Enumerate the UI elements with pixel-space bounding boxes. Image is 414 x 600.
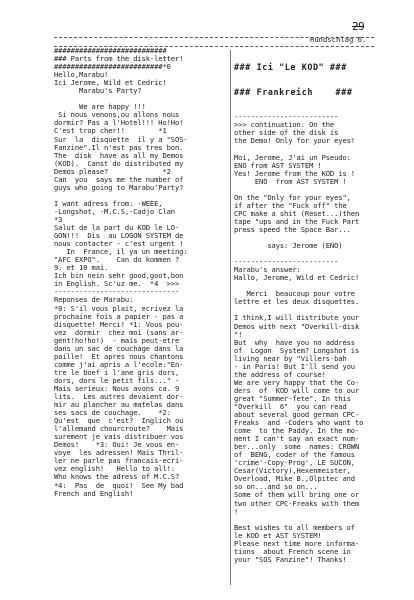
right-column — [234, 47, 384, 580]
right-column-line: lettre et les deux disquettes. — [234, 297, 360, 307]
right-column-line: press speed the Space Bar... — [234, 224, 351, 234]
left-column-line: Can you says me the number of — [54, 174, 184, 184]
left-column-line: ########################### — [54, 46, 167, 55]
right-column-line: two other CPC-Freaks with them — [234, 498, 360, 508]
left-column-line: *4: Pas de quoi! See My bad — [54, 480, 184, 490]
left-column-line: ##########################*0 — [54, 62, 171, 72]
right-column-line: ENO from AST SYSTEM ! — [234, 160, 322, 170]
right-column-line: Marabu's answer: — [234, 265, 301, 275]
right-column-line: Overload, Mike B.,Olpitec and — [234, 474, 355, 484]
left-column-line: -Longshot, -M.C.S,-Cadjo Clan — [54, 206, 175, 216]
right-column-line: le KOD et AST SYSTEM! — [234, 530, 322, 540]
right-column-line: - in Paris! But I'll send you — [234, 361, 355, 371]
right-column-line: says: Jerome (ENO) — [234, 241, 343, 251]
left-column-line: tre le boef i l'ane gris dors, — [54, 367, 180, 377]
right-column-line: ment I can't say an exact num- — [234, 434, 360, 444]
left-column — [54, 47, 231, 498]
left-column-line: GON!!! Dis au LOGON SYSTEM de — [54, 231, 184, 241]
right-column-line: Moi, Jerome, J'ai un Pseudo: — [234, 152, 351, 162]
right-column-line: On the "Only for your eyes", — [234, 192, 351, 202]
right-column-line: of BENG, coder of the famous — [234, 450, 355, 460]
left-column-line: ------------------------------ — [54, 287, 180, 297]
left-column-line: ses sacs de couchage. *2: — [54, 408, 171, 418]
left-column-line: Mais serieux: Nous avons ca. 9 — [54, 383, 180, 393]
right-column-line: Freaks and -Coders who want to — [234, 418, 364, 428]
left-column-line: Sur la disquette il y a "SOS- — [54, 134, 188, 144]
banner-line-2: ### Frankreich ### — [234, 87, 353, 98]
left-column-line: paille! Et apres nous chantons — [54, 351, 184, 361]
right-column-line: about several good german CPC- — [234, 410, 360, 420]
left-column-line: mir au plancher au matelas dans — [54, 400, 184, 410]
right-column-line: the address of course! — [234, 369, 326, 379]
left-column-line: *3 — [54, 214, 63, 224]
right-column-line: We are very happy that the Co- — [234, 377, 360, 387]
left-column-line: lits. Les autres devaient dor- — [54, 392, 184, 402]
right-column-line: Please next time more informa- — [234, 538, 360, 548]
left-column-line: Demos! *3: Oui! Je vous en- — [54, 440, 180, 450]
left-column-line: The disk have as all my Demos — [54, 150, 184, 160]
right-column-body — [234, 113, 384, 564]
left-column-line: prochaine fois a papier - pas a — [54, 311, 184, 321]
right-column-line: so on...and so on... — [234, 482, 318, 492]
right-column-line: ------------------------- — [234, 257, 339, 267]
right-column-line: Hallo, Jerome, Wild et Cedric! — [234, 273, 360, 283]
right-column-line: come to the Paddy. In the mo- — [234, 426, 360, 436]
left-column-line: Si nous venons,ou allons nous — [54, 110, 180, 120]
left-column-line: Ich bin nein sehr good,goot,bon — [54, 271, 184, 281]
right-column-line: 'crime'-Copy-Prog', LE SUCON, — [234, 458, 355, 468]
left-column-line: In France, il ya un meeting: — [54, 247, 188, 257]
right-column-line: living near by "Villers-bah — [234, 353, 347, 363]
left-column-line: gent!ho!ho!) - mais peut-etre — [54, 335, 180, 345]
left-column-line: dors, dors le petit fils..." - — [54, 375, 180, 385]
left-column-line: disquette! Merci! *1: Vous pou- — [54, 319, 184, 329]
left-column-line: voye les adressen! Mais Thril- — [54, 448, 184, 458]
left-column-line: C'est trop cher!! *1 — [54, 126, 167, 136]
banner-line-1: ### Ici "Le KOD" ### — [234, 62, 347, 73]
right-column-line: ENO from AST SYSTEM ! — [234, 176, 347, 186]
left-column-line: l'allemand chourcroute? Mais — [54, 424, 184, 434]
right-column-line: >>> continuation: On the — [234, 120, 335, 130]
left-column-line: Ici Jerome, Wild et Cedric! — [54, 78, 167, 88]
right-column-line: the Demo! Only for your eyes! — [234, 136, 355, 146]
left-column-line: We are happy !!! — [54, 102, 146, 112]
right-column-line: "! — [234, 329, 243, 339]
right-column-line: Merci beaucoup pour votre — [234, 289, 355, 299]
right-column-line: great "Summer-fete". In this — [234, 393, 351, 403]
left-column-line: Demos please? *2 — [54, 166, 171, 176]
left-column-line: Fanzine".Il n'est pas tres bon. — [54, 142, 184, 152]
left-column-line: French and English! — [54, 488, 134, 498]
left-column-line: nous contacter - c'est urgent ! — [54, 239, 184, 249]
left-column-line: I want adress from: -WEEE, — [54, 198, 163, 208]
right-column-line: CPC make a shit (Reset...)then — [234, 208, 360, 218]
left-column-line: "AFC EXPO". Can do kommen ? — [54, 255, 180, 265]
right-column-line: of Logon System? Longshot is — [234, 345, 360, 355]
page-number: 29 — [352, 20, 365, 33]
right-column-line: "Overkill 6" you can read — [234, 401, 347, 411]
left-column-line: ler ne parle pas francais-ecri- — [54, 456, 184, 466]
right-column-line: if after the "Fuck off" the — [234, 200, 347, 210]
left-column-line: Marabu's Party? — [54, 86, 142, 96]
right-column-line: tape "ups and in the Fuck Part — [234, 216, 360, 226]
right-column-line: Cesar(Victory),Hexenmeister, — [234, 466, 351, 476]
left-column-line: guys who going to Marabu'Party? — [54, 182, 184, 192]
left-column-line: *0: S'il vous plait, ecrivez la — [54, 303, 184, 313]
left-column-line: vez english! Hello to all!: — [54, 464, 175, 474]
left-column-line: comme j'ai apris a l'ecole:"En- — [54, 359, 184, 369]
right-column-line: ! — [234, 506, 239, 516]
right-column-line: other side of the disk is — [234, 128, 339, 138]
right-column-line: Best wishes to all members of — [234, 522, 355, 532]
left-column-line: Who knows the adress of M.C.S? — [54, 472, 180, 482]
right-column-line: Yes! Jerome from the KOD is ! — [234, 168, 355, 178]
right-column-line: I think,I will distribute your — [234, 313, 360, 323]
left-column-line: ### Parts from the disk-letter! — [54, 54, 188, 64]
right-column-line: tions about French scene in — [234, 546, 351, 556]
right-column-line: Some of them will bring one or — [234, 490, 360, 500]
right-column-line: your "SOS Fanzine"! Thanks! — [234, 554, 347, 564]
left-column-line: 9. et 10 mai. — [54, 263, 109, 273]
left-column-line: surement je vais distribuer vos — [54, 432, 184, 442]
magazine-title: Rundschlag 6. — [310, 35, 367, 44]
right-column-line: ------------------------- — [234, 112, 339, 122]
left-column-line: Reponses de Marabu: — [54, 295, 134, 305]
left-column-line: (KOD). Canst do distributed my — [54, 158, 184, 168]
left-column-line: vez dormir chez moi (sans ar- — [54, 327, 184, 337]
right-column-line: ders of KOD will come to our — [234, 385, 360, 395]
right-column-line: Demos with next "Overkill-disk — [234, 321, 360, 331]
left-column-line: Qu'est que c'est? Inglich ou — [54, 416, 184, 426]
column-divider — [230, 50, 231, 585]
left-column-line: Salut de la part du KOD le LO- — [54, 223, 180, 233]
right-column-line: ber...only some names: CROWN — [234, 442, 360, 452]
left-column-line: dans un sac de couchage dans la — [54, 343, 184, 353]
left-column-line: dormir? Pas a l'Hotel!!! Ho!Ho! — [54, 118, 184, 128]
left-column-line: Hello,Marabu! — [54, 70, 109, 80]
right-column-line: But why have you no address — [234, 337, 355, 347]
left-column-line: in English. Sc'uz me. *4 >>> — [54, 279, 180, 289]
